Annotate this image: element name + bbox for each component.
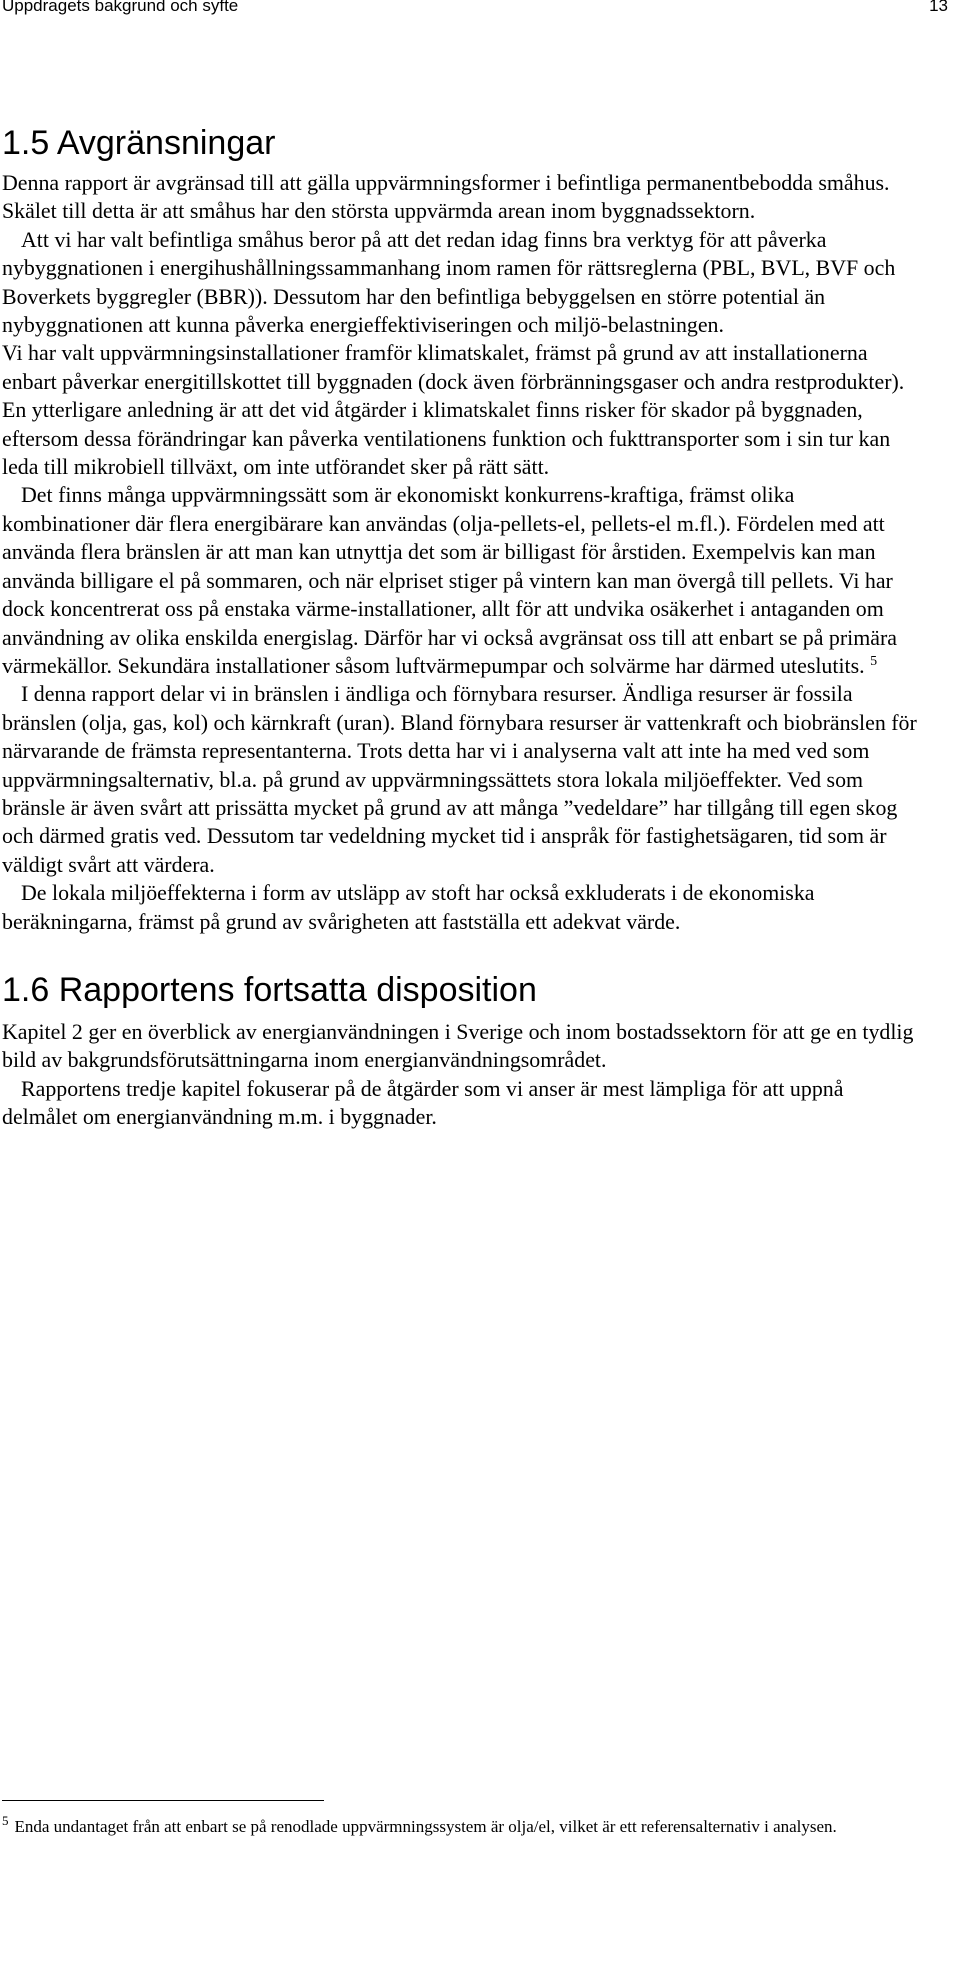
section-heading-disposition: 1.6 Rapportens fortsatta disposition: [2, 970, 537, 1009]
paragraph: De lokala miljöeffekterna i form av utsläpp av stoft har också exkluderats i de ekonomiska beräkningarna, främst på grund av svårigheten att fastställa ett adekvat värde.: [2, 880, 815, 934]
footnote-reference: 5: [870, 653, 878, 669]
running-header: [0, 0, 960, 22]
paragraph: Rapportens tredje kapitel fokuserar på de åtgärder som vi anser är mest lämpliga för att uppnå delmålet om energianvändning m.m. i byggnader.: [2, 1075, 844, 1130]
footnote-text: Enda undantaget från att enbart se på renodlade uppvärmningssystem är olja/el, vilket är ett referensalternativ i analysen.: [14, 1817, 837, 1836]
paragraph-text: Det finns många uppvärmningssätt som är ekonomiskt konkurrens-kraftiga, främst olika kombinationer där flera energibärare kan användas (olja-pellets-el, pellets-el m.fl.). Fördelen med att använda flera bränslen är att man kan utnyttja det som är billigast för årstiden. Exempelvis kan man använda billigare el på sommaren, och när elpriset stiger på vintern kan man övergå till pellets. Vi har dock koncentrerat oss på enstaka värme-installationer, allt för att undvika osäkerhet i antaganden om användning av olika enskilda energislag. Därför har vi också avgränsat oss till att enbart se på primära värmekällor. Sekundära installationer såsom luftvärmepumpar och solvärme har därmed uteslutits.: [2, 482, 897, 678]
paragraph: Denna rapport är avgränsad till att gälla uppvärmningsformer i befintliga permanentbebodda småhus. Skälet till detta är att småhus har den största uppvärmda arean inom byggnadssektorn.: [2, 170, 890, 224]
paragraph: Att vi har valt befintliga småhus beror på att det redan idag finns bra verktyg för att påverka nybyggnationen i energihushållningssammanhang inom ramen för rättsreglerna (PBL, BVL, BVF och Boverkets byggregler (BBR)). Dessutom har den befintliga bebyggelsen en större potential än nybyggnationen att kunna påverka energieffektiviseringen och miljö-belastningen.: [2, 226, 896, 338]
paragraph: Kapitel 2 ger en överblick av energianvändningen i Sverige och inom bostadssektorn för att ge en tydlig bild av bakgrundsförutsättningarna inom energianvändningsområdet.: [2, 1018, 914, 1073]
paragraph: [2, 481, 917, 680]
running-header-title: Uppdragets bakgrund och syfte: [2, 0, 239, 15]
footnote-mark: 5: [2, 1813, 9, 1828]
body-text: [2, 123, 917, 1132]
section-heading-avgransningar: 1.5 Avgränsningar: [2, 124, 276, 162]
paragraph: Vi har valt uppvärmningsinstallationer framför klimatskalet, främst på grund av att installationerna enbart påverkar energitillskottet till byggnaden (dock även förbränningsgaser och andra restprodukter). En ytterligare anledning är att det vid åtgärder i klimatskalet finns risker för skador på byggnaden, eftersom dessa förändringar kan påverka ventilationens funktion och fukttransporter som i sin tur kan leda till mikrobiell tillväxt, om inte utförandet sker på rätt sätt.: [2, 340, 905, 480]
footnote: [2, 1813, 917, 1840]
page-number: 13: [929, 0, 948, 15]
footnote-divider: [2, 1800, 324, 1801]
paragraph: I denna rapport delar vi in bränslen i ändliga och förnybara resurser. Ändliga resurser är fossila bränslen (olja, gas, kol) och kärnkraft (uran). Bland förnybara resurser är vattenkraft och biobränslen för närvarande de främsta representanterna. Trots detta har vi i analyserna valt att inte ha med ved som uppvärmningsalternativ, bl.a. på grund av uppvärmningssättets stora lokala miljöeffekter. Ved som bränsle är även svårt att prissätta mycket på grund av att många ”vedeldare” har tillgång till egen skog och därmed gratis ved. Dessutom tar vedeldning mycket tid i anspråk för fastighetsägaren, tid som är väldigt svårt att värdera.: [2, 681, 917, 877]
